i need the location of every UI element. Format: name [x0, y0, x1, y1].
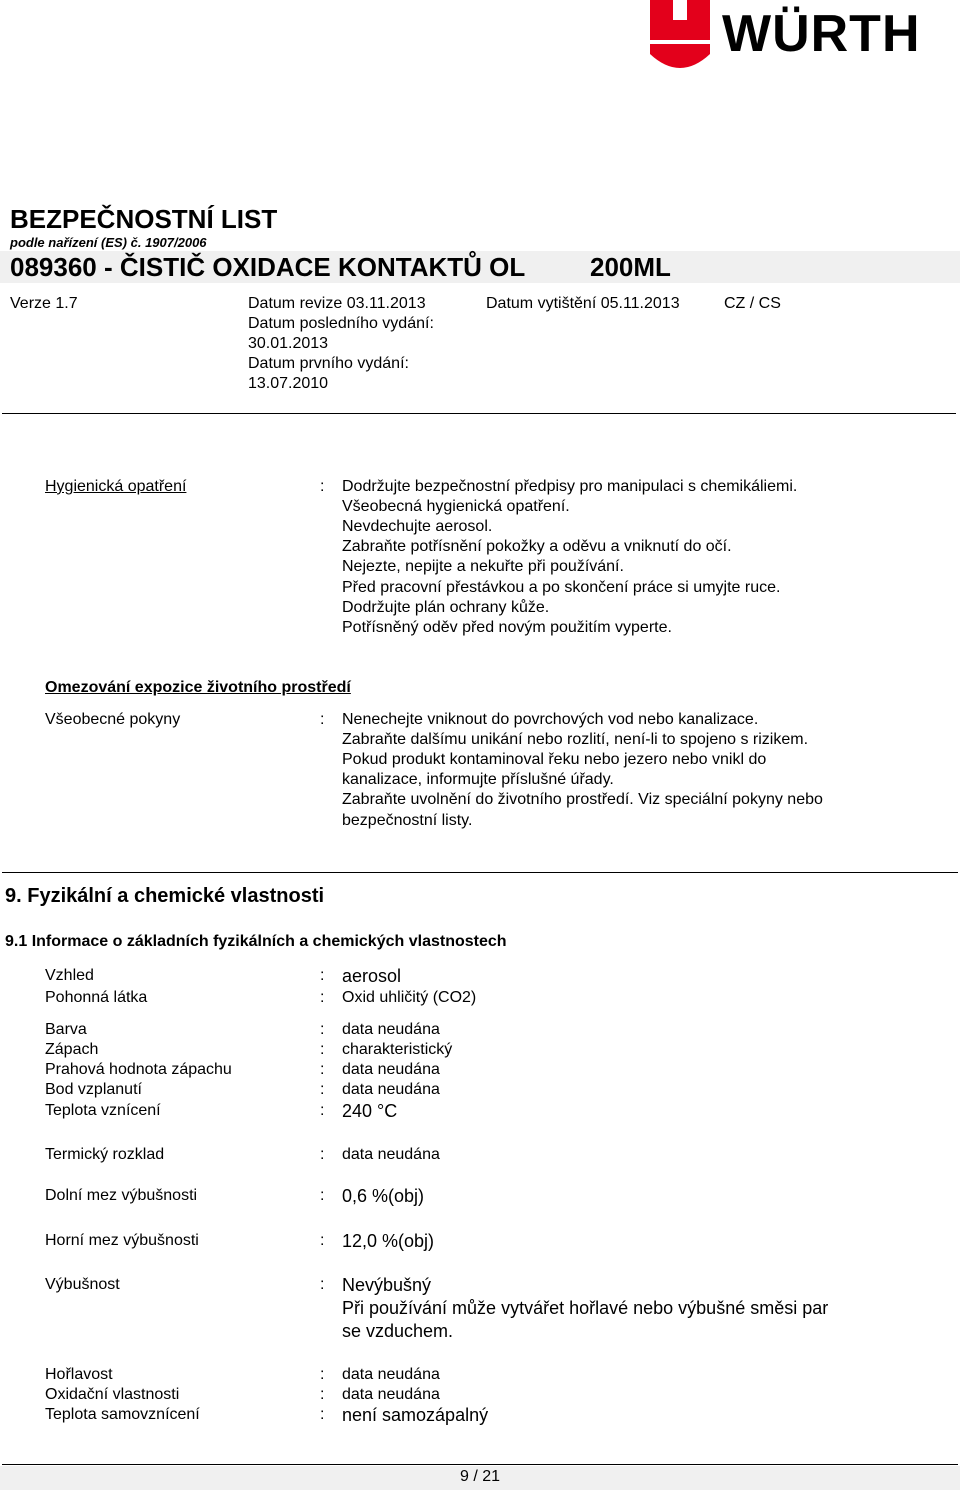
- hygiene-line: Všeobecná hygienická opatření.: [342, 498, 570, 515]
- property-label: Oxidační vlastnosti: [45, 1386, 180, 1403]
- property-value: data neudána: [342, 1081, 440, 1098]
- property-colon: :: [320, 1081, 325, 1098]
- property-value: 0,6 %(obj): [342, 1186, 425, 1206]
- property-colon: :: [320, 1232, 325, 1249]
- property-label: Teplota vznícení: [45, 1102, 161, 1119]
- hygiene-line: Nejezte, nepijte a nekuřte při používání.: [342, 558, 624, 575]
- property-colon: :: [320, 1021, 325, 1038]
- hygiene-line: Zabraňte potřísnění pokožky a oděvu a vniknutí do očí.: [342, 538, 732, 555]
- property-label: Teplota samovznícení: [45, 1406, 200, 1423]
- property-value: data neudána: [342, 1146, 440, 1163]
- property-value-extra: se vzduchem.: [342, 1321, 454, 1341]
- first-issue-date: 13.07.2010: [248, 375, 329, 392]
- property-value: 240 °C: [342, 1101, 398, 1121]
- property-label: Prahová hodnota zápachu: [45, 1061, 232, 1078]
- print-date: Datum vytištění 05.11.2013: [486, 295, 680, 312]
- property-colon: :: [320, 1386, 325, 1403]
- hygiene-line: Dodržujte bezpečnostní předpisy pro manipulaci s chemikáliemi.: [342, 478, 798, 495]
- last-issue-label: Datum posledního vydání:: [248, 315, 434, 332]
- property-label: Horní mez výbušnosti: [45, 1232, 199, 1249]
- last-issue-date: 30.01.2013: [248, 335, 329, 352]
- footer-divider: [2, 1464, 958, 1465]
- property-label: Bod vzplanutí: [45, 1081, 142, 1098]
- property-value-extra: Při používání může vytvářet hořlavé nebo výbušné směsi par: [342, 1298, 829, 1318]
- environment-colon: :: [320, 711, 325, 728]
- section-9-title: 9. Fyzikální a chemické vlastnosti: [5, 885, 325, 907]
- hygiene-line: Dodržujte plán ochrany kůže.: [342, 599, 550, 616]
- locale: CZ / CS: [724, 295, 781, 312]
- property-value: data neudána: [342, 1366, 440, 1383]
- document-subtitle: podle nařízení (ES) č. 1907/2006: [10, 235, 207, 250]
- property-value: 12,0 %(obj): [342, 1231, 435, 1251]
- product-name: 089360 - ČISTIČ OXIDACE KONTAKTŮ OL: [10, 252, 526, 282]
- property-label: Zápach: [45, 1041, 99, 1058]
- hygiene-line: Potřísněný oděv před novým použitím vyperte.: [342, 619, 672, 636]
- property-colon: :: [320, 1187, 325, 1204]
- environment-line: Nenechejte vniknout do povrchových vod nebo kanalizace.: [342, 711, 759, 728]
- property-colon: :: [320, 1406, 325, 1423]
- property-value: charakteristický: [342, 1041, 453, 1058]
- property-value: Oxid uhličitý (CO2): [342, 989, 477, 1006]
- property-colon: :: [320, 967, 325, 984]
- wurth-logo-text: WÜRTH: [722, 5, 921, 63]
- property-label: Vzhled: [45, 967, 94, 984]
- first-issue-label: Datum prvního vydání:: [248, 355, 409, 372]
- environment-label: Všeobecné pokyny: [45, 711, 181, 728]
- environment-line: bezpečnostní listy.: [342, 812, 473, 829]
- property-value: Nevýbušný: [342, 1275, 432, 1295]
- product-size: 200ML: [590, 252, 671, 282]
- property-colon: :: [320, 1276, 325, 1293]
- header-divider: [2, 413, 956, 414]
- property-label: Termický rozklad: [45, 1146, 165, 1163]
- property-value: data neudána: [342, 1386, 440, 1403]
- environment-heading: Omezování expozice životního prostředí: [45, 679, 351, 696]
- page-number: 9 / 21: [459, 1468, 501, 1485]
- hygiene-label: Hygienická opatření: [45, 478, 187, 495]
- property-colon: :: [320, 1366, 325, 1383]
- property-value: data neudána: [342, 1061, 440, 1078]
- document-title: BEZPEČNOSTNÍ LIST: [10, 204, 278, 234]
- environment-line: Zabraňte uvolnění do životního prostředí. Viz speciální pokyny nebo: [342, 791, 823, 808]
- property-value: aerosol: [342, 966, 402, 986]
- environment-line: kanalizace, informujte příslušné úřady.: [342, 771, 614, 788]
- hygiene-line: Před pracovní přestávkou a po skončení práce si umyjte ruce.: [342, 579, 781, 596]
- environment-line: Pokud produkt kontaminoval řeku nebo jezero nebo vnikl do: [342, 751, 767, 768]
- property-value: není samozápalný: [342, 1405, 489, 1425]
- property-label: Dolní mez výbušnosti: [45, 1187, 198, 1204]
- property-label: Hořlavost: [45, 1366, 113, 1383]
- property-label: Pohonná látka: [45, 989, 148, 1006]
- property-colon: :: [320, 1041, 325, 1058]
- section-divider: [2, 872, 958, 873]
- property-colon: :: [320, 1061, 325, 1078]
- hygiene-line: Nevdechujte aerosol.: [342, 518, 493, 535]
- hygiene-colon: :: [320, 478, 325, 495]
- property-value: data neudána: [342, 1021, 440, 1038]
- section-9-subtitle: 9.1 Informace o základních fyzikálních a chemických vlastnostech: [5, 933, 507, 950]
- revision-date: Datum revize 03.11.2013: [248, 295, 426, 312]
- environment-line: Zabraňte dalšímu unikání nebo rozlití, není-li to spojeno s rizikem.: [342, 731, 809, 748]
- property-label: Výbušnost: [45, 1276, 120, 1293]
- property-colon: :: [320, 1146, 325, 1163]
- property-colon: :: [320, 1102, 325, 1119]
- version: Verze 1.7: [10, 295, 78, 312]
- property-colon: :: [320, 989, 325, 1006]
- property-label: Barva: [45, 1021, 87, 1038]
- wurth-logo-mark: [648, 0, 718, 68]
